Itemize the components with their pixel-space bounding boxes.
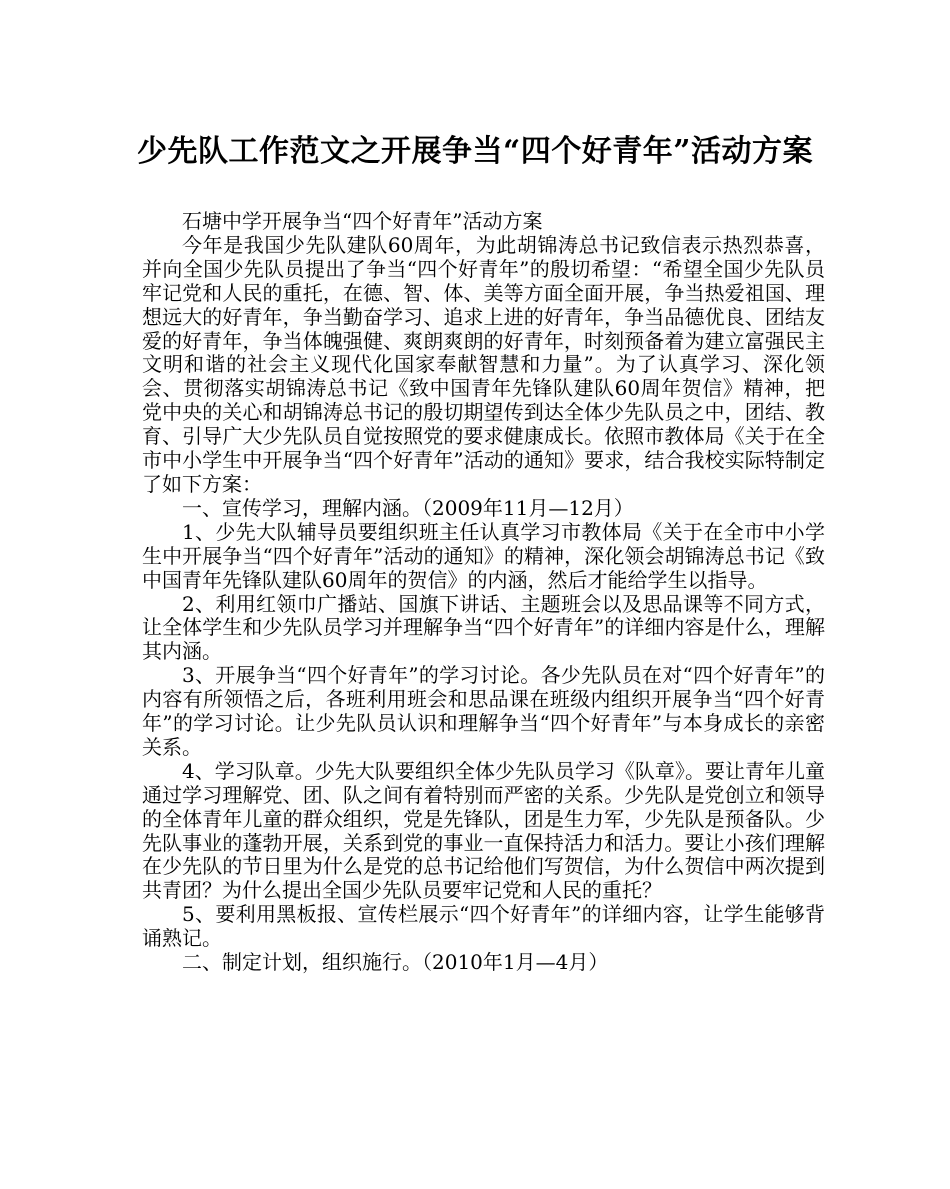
list-item: 5、要利用黑板报、宣传栏展示“四个好青年”的详细内容，让学生能够背诵熟记。 [142,902,825,951]
paragraph-subtitle: 石塘中学开展争当“四个好青年”活动方案 [182,209,543,233]
list-item: 2、利用红领巾广播站、国旗下讲话、主题班会以及思品课等不同方式，让全体学生和少先队员学习并理解争当“四个好青年”的详细内容是什么，理解其内涵。 [142,591,825,664]
list-item: 3、开展争当“四个好青年”的学习讨论。各少先队员在对“四个好青年”的内容有所领悟之后，各班利用班会和思品课在班级内组织开展争当“四个好青年”的学习讨论。让少先队员认识和理解争当“四个好青年”与本身成长的亲密关系。 [142,663,825,759]
list-item: 1、少先大队辅导员要组织班主任认真学习市教体局《关于在全市中小学生中开展争当“四个好青年”活动的通知》的精神，深化领会胡锦涛总书记《致中国青年先锋队建队60周年的贺信》的内涵，然后才能给学生以指导。 [142,519,825,592]
document-body [142,210,825,975]
paragraph-intro: 今年是我国少先队建队60周年，为此胡锦涛总书记致信表示热烈恭喜，并向全国少先队员提出了争当“四个好青年”的殷切希望：“希望全国少先队员牢记党和人民的重托，在德、智、体、美等方面全面开展，争当热爱祖国、理想远大的好青年，争当勤奋学习、追求上进的好青年，争当品德优良、团结友爱的好青年，争当体魄强健、爽朗爽朗的好青年，时刻预备着为建立富强民主文明和谐的社会主义现代化国家奉献智慧和力量”。为了认真学习、深化领会、贯彻落实胡锦涛总书记《致中国青年先锋队建队60周年贺信》精神，把党中央的关心和胡锦涛总书记的殷切期望传到达全体少先队员之中，团结、教育、引导广大少先队员自觉按照党的要求健康成长。依照市教体局《关于在全市中小学生中开展争当“四个好青年”活动的通知》要求，结合我校实际特制定了如下方案： [142,232,825,496]
section-heading-1: 一、宣传学习，理解内涵。（2009年11月—12月） [182,495,634,520]
list-item: 4、学习队章。少先大队要组织全体少先队员学习《队章》。要让青年儿童通过学习理解党、团、队之间有着特别而严密的关系。少先队是党创立和领导的全体青年儿童的群众组织，党是先锋队，团是生力军，少先队是预备队。少先队事业的蓬勃开展，关系到党的事业一直保持活力和活力。要让小孩们理解在少先队的节日里为什么是党的总书记给他们写贺信，为什么贺信中两次提到共青团？为什么提出全国少先队员要牢记党和人民的重托？ [142,758,825,903]
document-title: 少先队工作范文之开展争当“四个好青年”活动方案 [136,134,813,169]
section-heading-2: 二、制定计划，组织施行。（2010年1月—4月） [182,950,609,975]
